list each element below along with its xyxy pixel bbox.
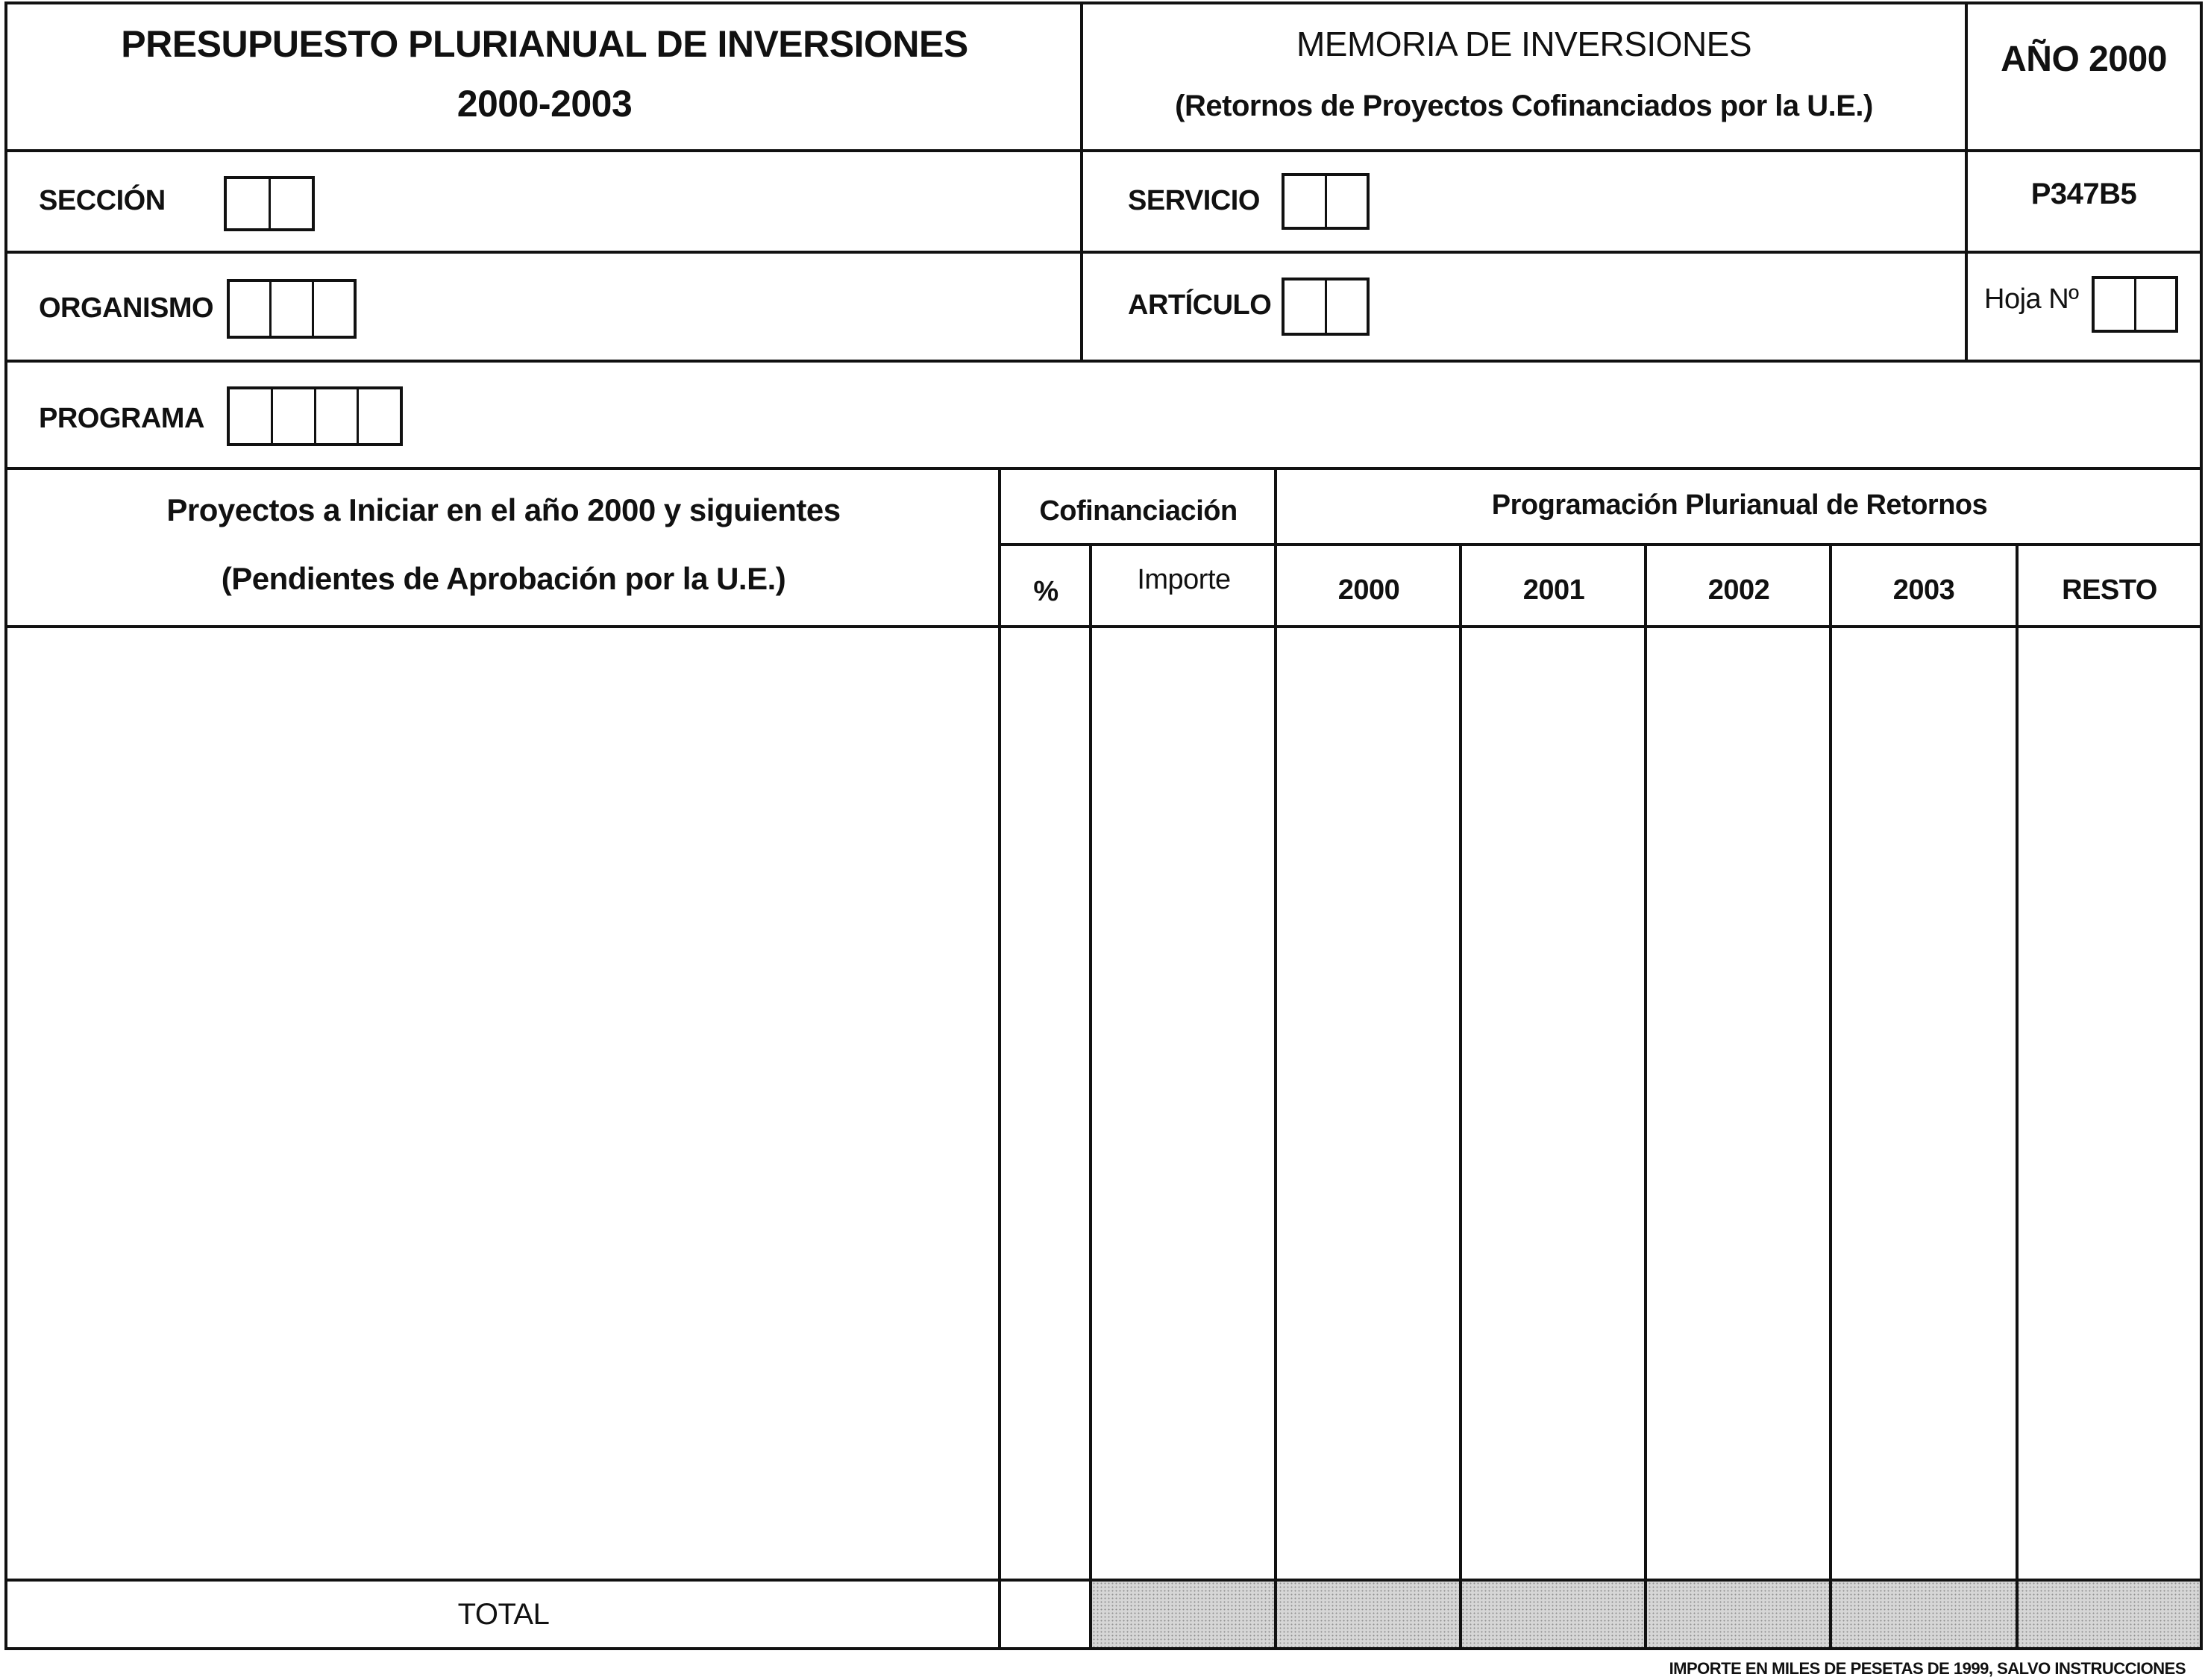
memoria-title: MEMORIA DE INVERSIONES — [1296, 25, 1752, 63]
percent-column[interactable] — [1003, 628, 1089, 1577]
col-line-percent — [1089, 543, 1092, 1650]
year-2003-column[interactable] — [1834, 628, 2014, 1577]
organismo-label: ORGANISMO — [39, 292, 214, 324]
code-cell[interactable] — [269, 179, 313, 228]
percent-header: % — [1033, 576, 1058, 607]
programa-label: PROGRAMA — [39, 403, 204, 434]
total-percent-cell[interactable] — [1003, 1582, 1089, 1647]
col-line-importe — [1274, 467, 1277, 1650]
year-label: AÑO 2000 — [2001, 40, 2167, 79]
col-line-projects — [998, 467, 1001, 1650]
projects-header-line1: Proyectos a Iniciar en el año 2000 y siguientes — [166, 492, 841, 527]
code-cell[interactable] — [227, 179, 269, 228]
programa-code-box[interactable] — [227, 386, 403, 446]
form-code: P347B5 — [2030, 178, 2137, 210]
form-title-line2: 2000-2003 — [457, 83, 633, 125]
subheader-line — [1000, 543, 2203, 546]
code-cell[interactable] — [230, 282, 269, 336]
year-2000-column[interactable] — [1279, 628, 1459, 1577]
programacion-header: Programación Plurianual de Retornos — [1491, 489, 1988, 521]
code-cell[interactable] — [1285, 176, 1325, 227]
code-cell[interactable] — [1325, 176, 1367, 227]
year-2001-header: 2001 — [1522, 574, 1585, 606]
importe-header: Importe — [1137, 564, 1231, 595]
year-2003-header: 2003 — [1892, 574, 1955, 606]
hoja-label: Hoja Nº — [1984, 283, 2079, 315]
resto-column[interactable] — [2019, 628, 2201, 1577]
footer-note: IMPORTE EN MILES DE PESETAS DE 1999, SALVO INSTRUCCIONES — [1669, 1659, 2186, 1678]
servicio-label: SERVICIO — [1128, 185, 1260, 216]
organismo-code-box[interactable] — [227, 279, 357, 339]
row-line-2 — [4, 360, 2203, 363]
row-line-1 — [4, 251, 2203, 254]
code-cell[interactable] — [1285, 280, 1325, 333]
seccion-code-box[interactable] — [224, 176, 315, 231]
code-cell[interactable] — [314, 389, 357, 443]
hoja-code-box[interactable] — [2092, 276, 2178, 333]
code-cell[interactable] — [271, 389, 314, 443]
col-line-2000 — [1459, 543, 1462, 1650]
form-title-line1: PRESUPUESTO PLURIANUAL DE INVERSIONES — [121, 23, 968, 65]
importe-column[interactable] — [1094, 628, 1274, 1577]
resto-header: RESTO — [2062, 574, 2157, 606]
projects-column[interactable] — [7, 628, 1000, 1577]
code-cell[interactable] — [269, 282, 311, 336]
code-cell[interactable] — [2095, 279, 2134, 330]
row-line-3 — [4, 467, 2203, 470]
code-cell[interactable] — [2134, 279, 2176, 330]
year-2001-column[interactable] — [1464, 628, 1644, 1577]
servicio-code-box[interactable] — [1282, 173, 1370, 230]
memoria-subtitle: (Retornos de Proyectos Cofinanciados por la U.E.) — [1175, 90, 1873, 122]
projects-header-line2: (Pendientes de Aprobación por la U.E.) — [221, 561, 786, 596]
code-cell[interactable] — [230, 389, 271, 443]
cofinanciacion-header: Cofinanciación — [1039, 495, 1238, 527]
year-2000-header: 2000 — [1337, 574, 1400, 606]
seccion-label: SECCIÓN — [39, 185, 166, 216]
col-line-2003 — [2016, 543, 2019, 1650]
col-line-2002 — [1829, 543, 1832, 1650]
articulo-code-box[interactable] — [1282, 278, 1370, 336]
articulo-label: ARTÍCULO — [1128, 289, 1272, 321]
code-cell[interactable] — [357, 389, 400, 443]
total-label: TOTAL — [457, 1598, 550, 1631]
code-cell[interactable] — [1325, 280, 1367, 333]
year-2002-header: 2002 — [1707, 574, 1770, 606]
col-line-2001 — [1644, 543, 1647, 1650]
code-cell[interactable] — [312, 282, 354, 336]
year-2002-column[interactable] — [1649, 628, 1829, 1577]
header-bottom-line — [4, 149, 2203, 152]
